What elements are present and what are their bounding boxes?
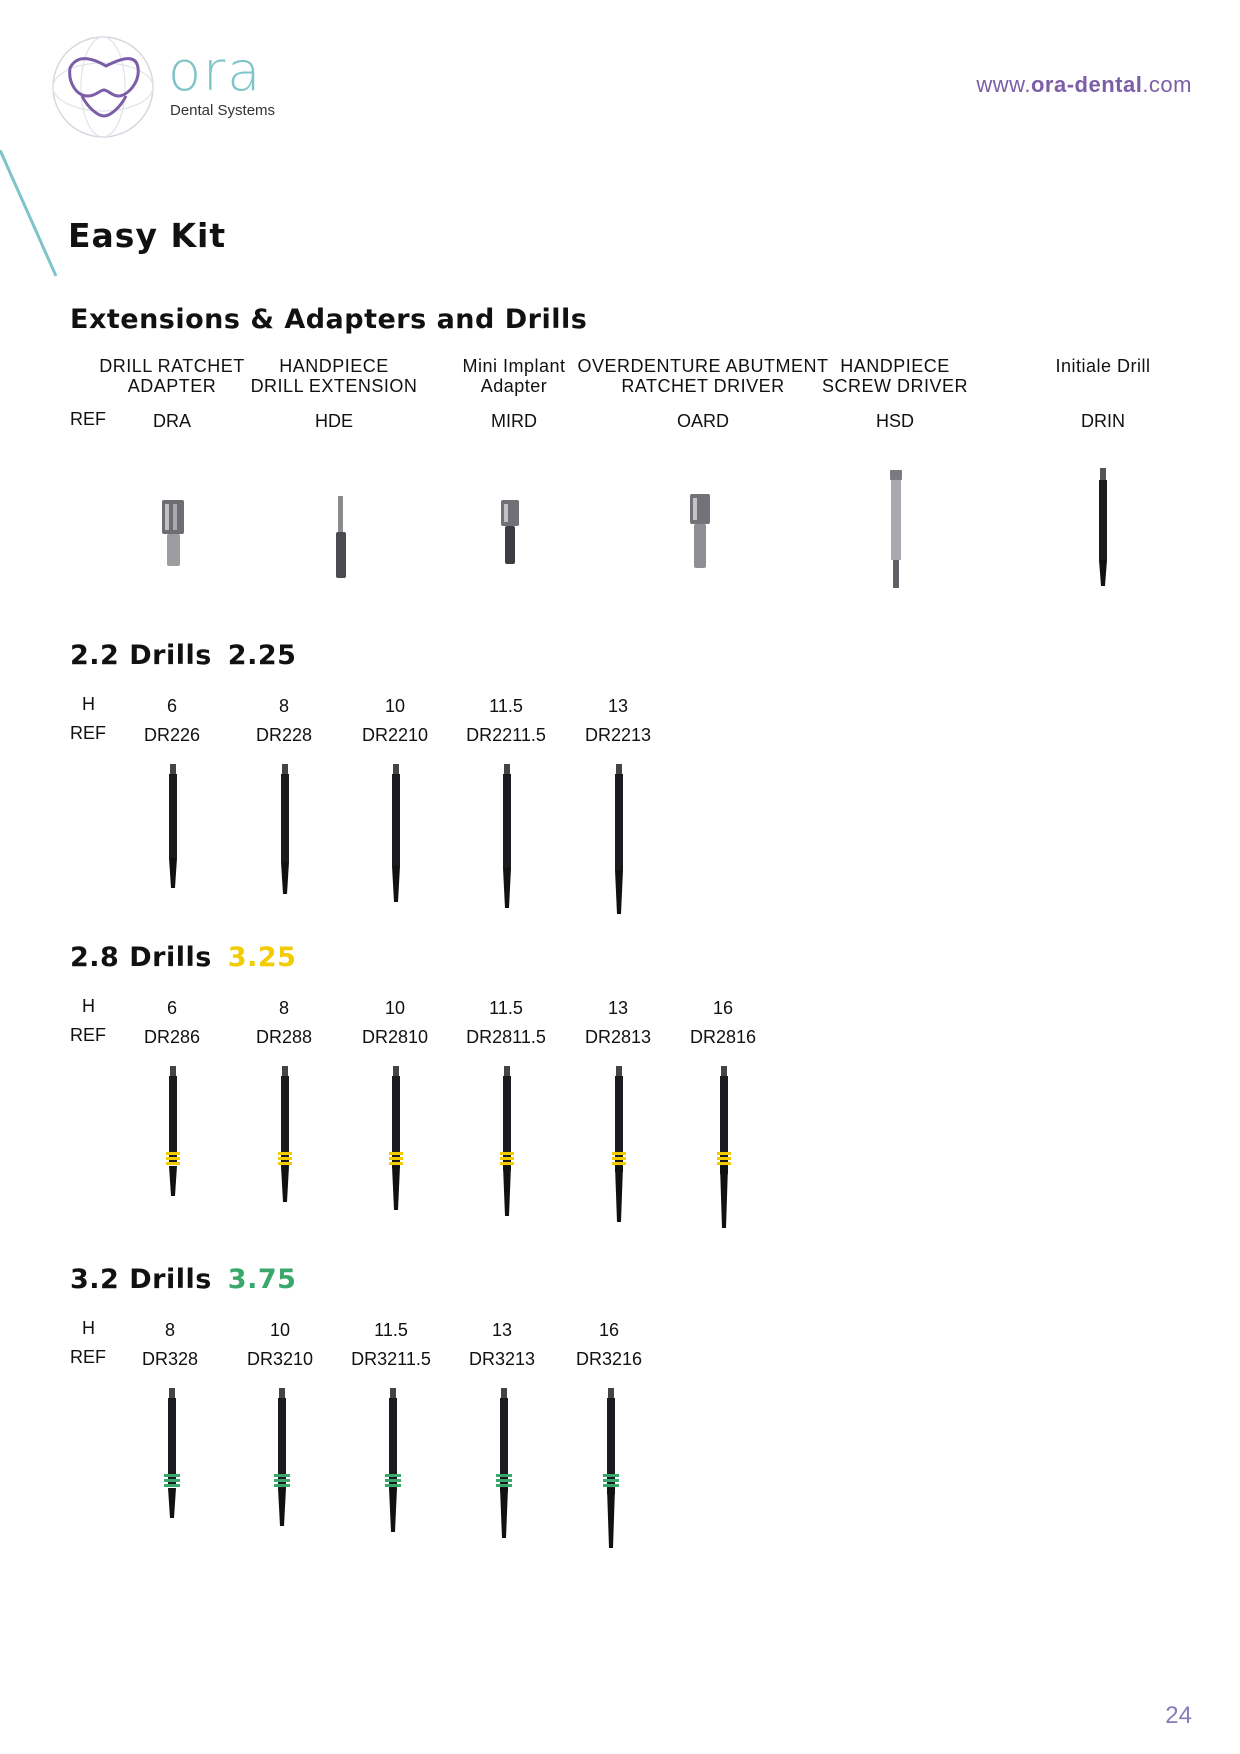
drill-image [278,764,292,896]
height-value: 6 [166,998,178,1018]
ref-oard: OARD [676,411,730,431]
diameter-label: 3.25 [227,942,297,973]
drill-image [715,1066,733,1230]
ref-value: DR228 [255,725,313,745]
diameter-label: 3.75 [227,1264,297,1295]
mini-implant-adapter-image [500,500,520,566]
height-value: 10 [384,998,406,1018]
height-value: 11.5 [489,696,523,716]
brand-wordmark: ora [168,40,263,103]
ref-value: DR2816 [689,1027,757,1047]
ref-value: DR3211.5 [351,1349,431,1369]
section-title-drills-32 [70,1264,296,1295]
height-value: 13 [607,998,629,1018]
ref-hde: HDE [314,411,354,431]
section-title-text: 2.2 Drills [70,640,212,671]
drill-image [601,1388,621,1550]
height-value: 11.5 [489,998,523,1018]
drill-ratchet-adapter-image [160,500,186,570]
drill-image [166,764,180,890]
initial-drill-image [1096,468,1110,588]
height-value: 13 [491,1320,513,1340]
drill-image [164,1066,182,1198]
height-value: 8 [278,998,290,1018]
ref-value: DR3210 [246,1349,314,1369]
ref-hsd: HSD [875,411,915,431]
drill-image [500,764,514,910]
ref-value: DR2813 [584,1027,652,1047]
ref-label: REF [70,409,106,429]
height-value: 6 [166,696,178,716]
product-name-mird: Mini Implant Adapter [462,356,566,396]
section-title-drills-22 [70,640,296,671]
ref-value: DR2211.5 [466,725,546,745]
height-value: 13 [607,696,629,716]
product-name-dra: DRILL RATCHET ADAPTER [99,356,245,396]
page-number: 24 [1165,1702,1192,1729]
brand-subtitle: Dental Systems [170,102,276,119]
ref-value: DR3216 [575,1349,643,1369]
drill-image [494,1388,514,1540]
page-title: Easy Kit [68,216,227,255]
ref-value: DR2213 [584,725,652,745]
section-title-extensions: Extensions & Adapters and Drills [70,304,588,335]
website-link[interactable] [976,72,1192,98]
height-value: 8 [278,696,290,716]
drill-image [498,1066,516,1218]
product-name-hde: HANDPIECE DRILL EXTENSION [250,356,418,396]
ref-value: DR3213 [468,1349,536,1369]
ref-value: DR2810 [361,1027,429,1047]
ref-value: DR226 [143,725,201,745]
handpiece-drill-extension-image [334,496,348,580]
drill-image [272,1388,292,1528]
section-title-text: 3.2 Drills [70,1264,212,1295]
product-name-hsd: HANDPIECE SCREW DRIVER [821,356,969,396]
ref-value: DR2210 [361,725,429,745]
handpiece-screw-driver-image [888,470,904,590]
decorative-diagonal-line [0,150,60,280]
drill-image [276,1066,294,1204]
ref-mird: MIRD [491,411,537,431]
drill-image [389,764,403,904]
drill-image [610,1066,628,1224]
drill-image [612,764,626,916]
h-label: H [82,1318,95,1338]
drill-image [383,1388,403,1534]
overdenture-abutment-ratchet-driver-image [688,494,712,570]
h-label: H [82,694,95,714]
diameter-label: 2.25 [227,640,297,671]
website-prefix: www. [976,72,1031,97]
website-domain: ora-dental [1030,72,1143,97]
ref-label: REF [70,1347,106,1367]
height-value: 11.5 [374,1320,408,1340]
drill-image [162,1388,182,1520]
ref-value: DR328 [141,1349,199,1369]
product-name-drin: Initiale Drill [1055,356,1151,376]
ref-value: DR286 [143,1027,201,1047]
height-value: 10 [384,696,406,716]
ref-value: DR2811.5 [466,1027,546,1047]
ref-drin: DRIN [1081,411,1125,431]
section-title-text: 2.8 Drills [70,942,212,973]
height-value: 10 [269,1320,291,1340]
ref-label: REF [70,1025,106,1045]
drill-image [387,1066,405,1212]
height-value: 16 [712,998,734,1018]
product-name-oard: OVERDENTURE ABUTMENT RATCHET DRIVER [577,356,829,396]
height-value: 8 [164,1320,176,1340]
ref-dra: DRA [152,411,192,431]
h-label: H [82,996,95,1016]
ref-value: DR288 [255,1027,313,1047]
ref-label: REF [70,723,106,743]
section-title-drills-28 [70,942,296,973]
website-suffix: .com [1142,72,1192,97]
height-value: 16 [598,1320,620,1340]
